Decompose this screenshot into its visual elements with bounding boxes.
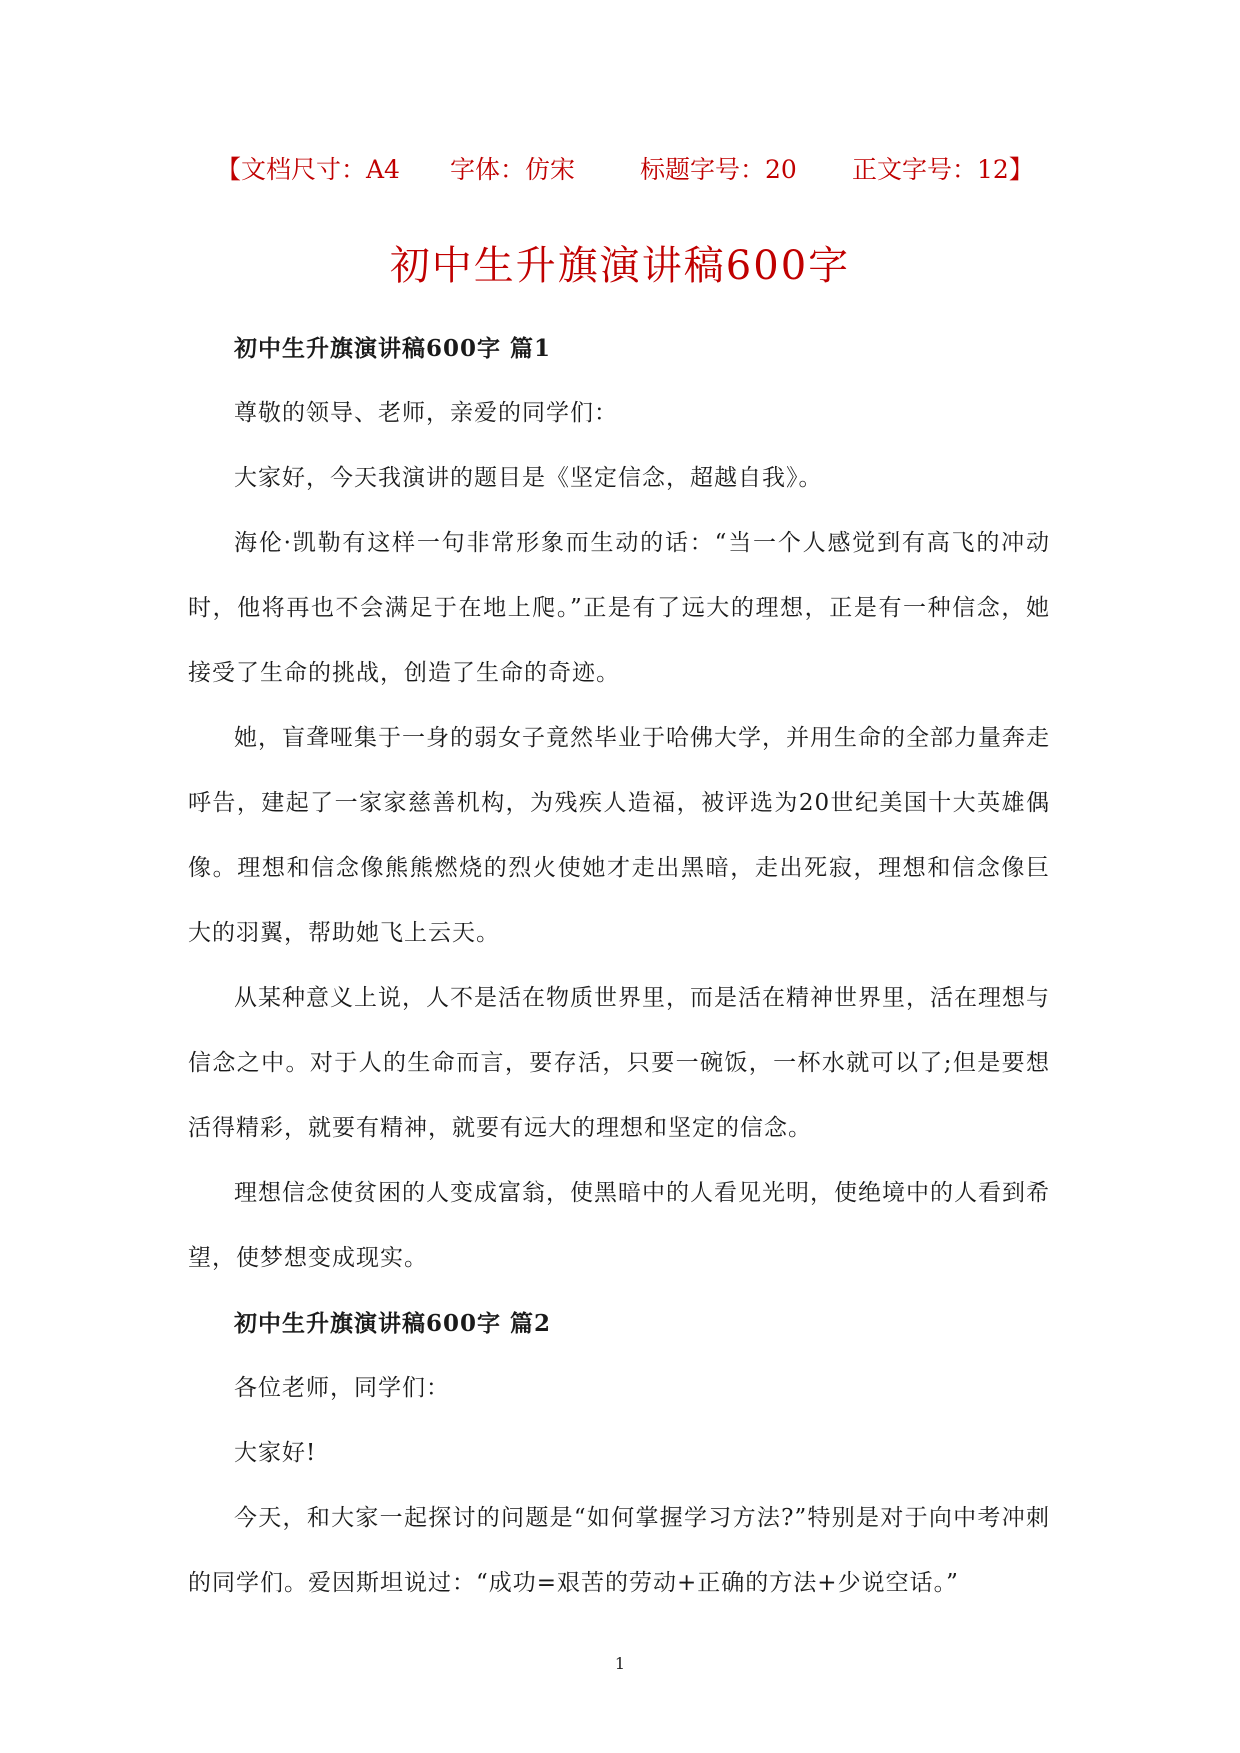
paragraph: 海伦·凯勒有这样一句非常形象而生动的话：“当一个人感觉到有高飞的冲动时，他将再也不会满足于在地上爬。”正是有了远大的理想，正是有一种信念，她接受了生命的挑战，创造了生命的奇迹。 <box>188 530 1050 686</box>
title-size-label: 标题字号：20 <box>640 155 797 184</box>
page-number: 1 <box>614 1654 626 1673</box>
document-body <box>188 316 1050 1616</box>
paragraph: 大家好，今天我演讲的题目是《坚定信念，超越自我》。 <box>234 465 823 491</box>
paragraph: 理想信念使贫困的人变成富翁，使黑暗中的人看见光明，使绝境中的人看到希望，使梦想变成现实。 <box>188 1180 1050 1271</box>
paragraph: 各位老师，同学们： <box>234 1375 450 1401</box>
document-spec-line <box>0 150 1240 190</box>
paragraph: 她，盲聋哑集于一身的弱女子竟然毕业于哈佛大学，并用生命的全部力量奔走呼告，建起了一家家慈善机构，为残疾人造福，被评选为20世纪美国十大英雄偶像。理想和信念像熊熊燃烧的烈火使她才走出黑暗，走出死寂，理想和信念像巨大的羽翼，帮助她飞上云天。 <box>188 725 1050 946</box>
paragraph: 大家好! <box>234 1440 317 1466</box>
section-heading: 初中生升旗演讲稿600字 篇2 <box>234 1310 552 1337</box>
paragraph: 尊敬的领导、老师，亲爱的同学们： <box>234 400 618 426</box>
paragraph: 今天，和大家一起探讨的问题是“如何掌握学习方法?”特别是对于向中考冲刺的同学们。爱因斯坦说过：“成功=艰苦的劳动+正确的方法+少说空话。” <box>188 1505 1050 1596</box>
document-title: 初中生升旗演讲稿600字 <box>389 243 851 289</box>
font-label: 字体：仿宋 <box>450 155 576 184</box>
section-heading: 初中生升旗演讲稿600字 篇1 <box>234 335 552 362</box>
paragraph: 从某种意义上说，人不是活在物质世界里，而是活在精神世界里，活在理想与信念之中。对于人的生命而言，要存活，只要一碗饭，一杯水就可以了;但是要想活得精彩，就要有精神，就要有远大的理想和坚定的信念。 <box>188 985 1050 1141</box>
body-size-label: 正文字号：12】 <box>852 155 1034 184</box>
doc-size-label: 【文档尺寸：A4 <box>216 155 400 184</box>
